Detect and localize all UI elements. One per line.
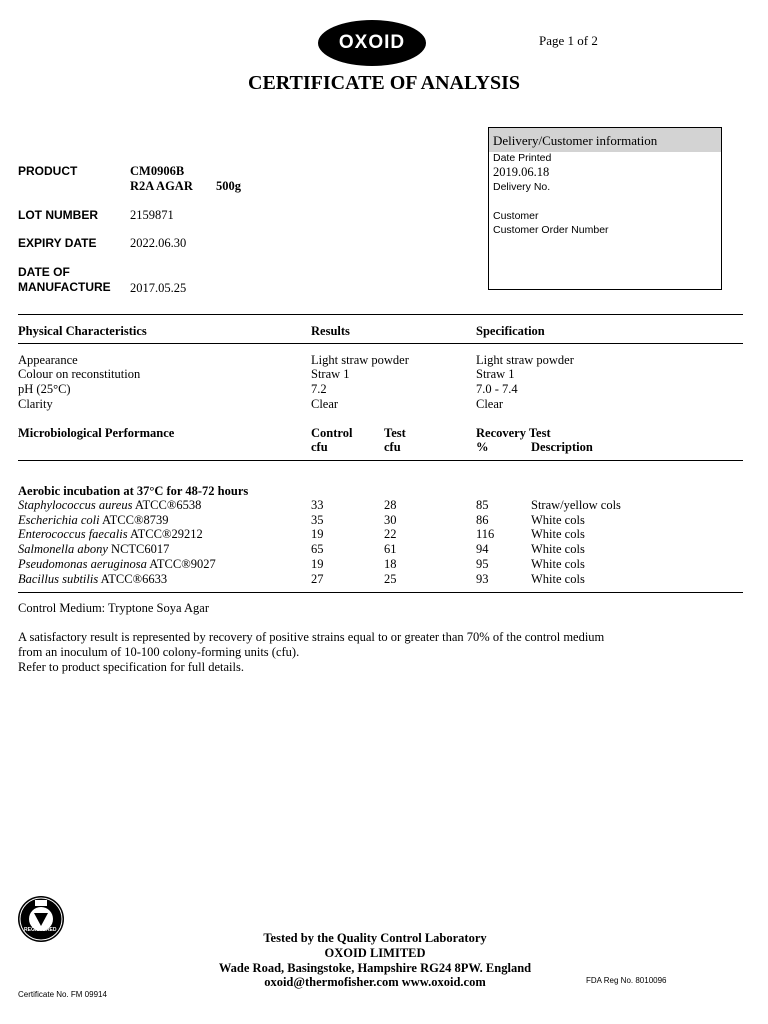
control-cfu: 19	[311, 557, 324, 571]
manufacture-label: MANUFACTURE	[18, 280, 111, 294]
recovery-percent: 116	[476, 527, 495, 541]
organism-ref: ATCC®8739	[99, 513, 169, 527]
divider	[18, 460, 743, 461]
footer-contact: oxoid@thermofisher.com www.oxoid.com	[264, 975, 486, 989]
physical-row-name: Appearance	[18, 353, 78, 367]
date-of-label: DATE OF	[18, 265, 70, 279]
organism-name	[18, 513, 168, 528]
footer-address: Wade Road, Basingstoke, Hampshire RG24 8PW. England	[218, 961, 532, 975]
organism-name	[18, 542, 169, 557]
physical-header-results: Results	[311, 324, 350, 338]
physical-row-name: Colour on reconstitution	[18, 367, 141, 381]
control-cfu: 27	[311, 572, 324, 586]
certificate-number: Certificate No. FM 09914	[18, 990, 107, 999]
recovery-description: White cols	[531, 513, 585, 527]
control-cfu: 35	[311, 513, 324, 527]
footer-tested-by: Tested by the Quality Control Laboratory	[263, 931, 487, 945]
recovery-description: White cols	[531, 542, 585, 556]
seal-caption: REGISTERED	[24, 927, 57, 933]
recovery-percent: 85	[476, 498, 489, 512]
physical-header-specification: Specification	[476, 324, 545, 338]
customer-label: Customer	[493, 210, 539, 222]
test-cfu: 30	[384, 513, 397, 527]
product-name: R2A AGAR	[130, 179, 193, 193]
micro-unit-percent: %	[476, 440, 489, 454]
micro-col-description: Description	[531, 440, 593, 454]
lot-number-value: 2159871	[130, 208, 174, 222]
logo-text: OXOID	[338, 32, 406, 53]
oxoid-logo	[318, 20, 426, 66]
physical-row-name: Clarity	[18, 397, 53, 411]
customer-order-label: Customer Order Number	[493, 224, 609, 236]
delivery-customer-box	[488, 127, 722, 290]
test-cfu: 22	[384, 527, 397, 541]
page-number: Page 1 of 2	[539, 33, 598, 48]
recovery-description: White cols	[531, 572, 585, 586]
physical-row-name: pH (25°C)	[18, 382, 71, 396]
micro-col-control: Control	[311, 426, 353, 440]
physical-header-characteristic: Physical Characteristics	[18, 324, 147, 338]
test-cfu: 28	[384, 498, 397, 512]
test-cfu: 18	[384, 557, 397, 571]
physical-row-spec: 7.0 - 7.4	[476, 382, 518, 396]
physical-row-result: Light straw powder	[311, 353, 409, 367]
organism-species: Staphylococcus aureus	[18, 498, 133, 512]
recovery-description: White cols	[531, 557, 585, 571]
recovery-percent: 94	[476, 542, 489, 556]
product-code: CM0906B	[130, 164, 185, 178]
physical-row-spec: Clear	[476, 397, 504, 411]
organism-name	[18, 527, 203, 542]
recovery-percent: 86	[476, 513, 489, 527]
document-title: CERTIFICATE OF ANALYSIS	[248, 72, 520, 94]
physical-row-result: Clear	[311, 397, 339, 411]
physical-row-result: Straw 1	[311, 367, 350, 381]
criteria-line-3: Refer to product specification for full details.	[18, 660, 244, 674]
micro-col-recovery: Recovery Test	[476, 426, 551, 440]
test-cfu: 25	[384, 572, 397, 586]
date-printed-label: Date Printed	[493, 152, 552, 164]
micro-heading: Microbiological Performance	[18, 426, 175, 440]
organism-species: Pseudomonas aeruginosa	[18, 557, 147, 571]
recovery-description: White cols	[531, 527, 585, 541]
organism-species: Salmonella abony	[18, 542, 108, 556]
expiry-date-label: EXPIRY DATE	[18, 236, 97, 250]
incubation-heading: Aerobic incubation at 37°C for 48-72 hours	[18, 484, 249, 498]
organism-species: Bacillus subtilis	[18, 572, 99, 586]
divider	[18, 314, 743, 315]
test-cfu: 61	[384, 542, 397, 556]
control-medium-note: Control Medium: Tryptone Soya Agar	[18, 601, 209, 615]
footer-company: OXOID LIMITED	[324, 946, 426, 960]
organism-name	[18, 557, 216, 572]
expiry-date-value: 2022.06.30	[130, 236, 187, 250]
organism-ref: ATCC®29212	[127, 527, 203, 541]
date-printed-value: 2019.06.18	[493, 165, 550, 179]
delivery-no-label: Delivery No.	[493, 181, 551, 193]
organism-species: Escherichia coli	[18, 513, 100, 527]
delivery-box-heading: Delivery/Customer information	[489, 128, 721, 152]
organism-ref: NCTC6017	[107, 542, 170, 556]
control-cfu: 19	[311, 527, 324, 541]
micro-unit-control: cfu	[311, 440, 328, 454]
product-size: 500g	[216, 179, 241, 193]
divider	[18, 343, 743, 344]
criteria-line-1: A satisfactory result is represented by recovery of positive strains equal to or greater than 70% of the control medium	[18, 630, 605, 644]
organism-ref: ATCC®6538	[132, 498, 202, 512]
micro-col-test: Test	[384, 426, 406, 440]
organism-name	[18, 498, 201, 513]
organism-ref: ATCC®6633	[98, 572, 168, 586]
product-label: PRODUCT	[18, 164, 78, 178]
recovery-percent: 95	[476, 557, 489, 571]
organism-name	[18, 572, 167, 587]
recovery-description: Straw/yellow cols	[531, 498, 621, 512]
lot-number-label: LOT NUMBER	[18, 208, 98, 222]
manufacture-date-value: 2017.05.25	[130, 281, 187, 295]
control-cfu: 65	[311, 542, 324, 556]
recovery-percent: 93	[476, 572, 489, 586]
micro-unit-test: cfu	[384, 440, 401, 454]
organism-species: Enterococcus faecalis	[18, 527, 128, 541]
physical-row-spec: Light straw powder	[476, 353, 574, 367]
divider	[18, 592, 743, 593]
control-cfu: 33	[311, 498, 324, 512]
physical-row-result: 7.2	[311, 382, 327, 396]
organism-ref: ATCC®9027	[146, 557, 216, 571]
fda-reg-number: FDA Reg No. 8010096	[586, 976, 667, 985]
criteria-line-2: from an inoculum of 10-100 colony-forming units (cfu).	[18, 645, 300, 659]
physical-row-spec: Straw 1	[476, 367, 515, 381]
